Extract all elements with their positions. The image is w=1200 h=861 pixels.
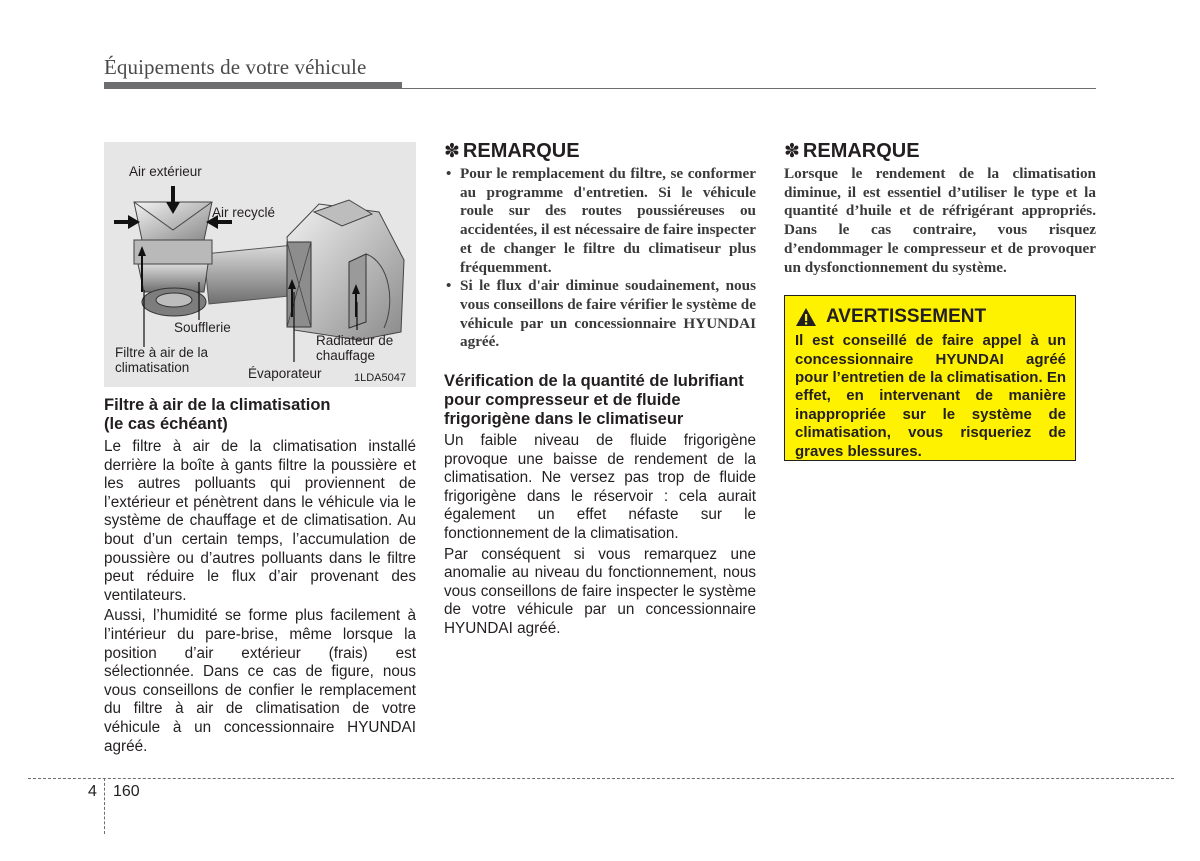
warning-box [784,295,1076,461]
list-item: • Si le flux d'air diminue soudainement, nous vous conseillons de faire vérifier le système de véhicule par un concessionnaire HYUNDAI agréé. [444,277,756,352]
label-radiateur-line1: Radiateur de [316,333,394,348]
header-rule [402,88,1096,89]
remarque-heading [444,140,756,163]
column-right [784,140,1096,461]
label-filtre [115,345,208,375]
label-soufflerie: Soufflerie [174,320,231,335]
paragraph-verification-1: Un faible niveau de fluide frigorigène provoque une baisse de rendement de la climatisation. Ne versez pas trop de fluide frigorigène dans le réservoir : cela aurait également un effet néfaste sur le fonctionnement de la climatisation. [444,432,756,542]
label-filtre-line2: climatisation [115,360,190,375]
column-middle [444,140,756,639]
page-number: 160 [113,783,140,800]
footer-vertical-divider [104,778,105,834]
remarque-title: REMARQUE [462,140,580,162]
section-verification-title: Vérification de la quantité de lubrifiant pour compresseur et de fluide frigorigène dans le climatiseur [444,372,744,429]
section-title-line2: (le cas échéant) [104,415,228,433]
list-item: • Pour le remplacement du filtre, se conformer au programme d'entretien. Si le véhicule roule sur des routes poussiéreuses ou accidentées, il est nécessaire de faire inspecter et de changer le filtre du climatiseur plus fréquemment. [444,165,756,277]
warning-heading [795,306,1066,328]
air-filter-illustration [104,142,416,387]
section-filtre-title [104,396,416,434]
label-radiateur [316,333,393,363]
label-radiateur-line2: chauffage [316,348,376,363]
footer-divider [28,778,1174,779]
warning-text: Il est conseillé de faire appel à un concessionnaire HYUNDAI agréé pour l’entretien de la climatisation. En effet, en intervenant de manière inappropriée sur le système de climatisation, vous risqueriez de graves blessures. [795,332,1066,460]
remarque-text: Lorsque le rendement de la climatisation diminue, il est essentiel d’utiliser le type et la quantité d’huile et de réfrigérant appropriés. Dans le cas contraire, vous risquez d’endommager le compresseur et de provoquer un dysfonctionnement du système. [784,165,1096,276]
page-header-title: Équipements de votre véhicule [104,55,367,79]
warning-triangle-icon [795,307,817,327]
paragraph-filtre-2: Aussi, l’humidité se forme plus facilement à l’intérieur du pare-brise, même lorsque la position d’air extérieur (frais) est sélectionnée. Dans ce cas de figure, nous vous conseillons de confier le remplacement du filtre à air de climatisation de votre véhicule à un concessionnaire HYUNDAI agréé. [104,607,416,755]
warning-title: AVERTISSEMENT [826,306,987,328]
remarque-title-2: REMARQUE [802,140,920,162]
label-air-recycle: Air recyclé [212,205,276,220]
remarque-star-icon: ✽ [784,141,800,162]
header-bar [104,82,402,89]
label-evaporateur: Évaporateur [248,366,322,381]
chapter-number: 4 [88,783,97,800]
remarque-heading-2 [784,140,1096,163]
remarque-bullet-list [444,165,756,352]
column-left [104,142,416,756]
label-air-exterieur: Air extérieur [129,164,202,179]
section-title-line1: Filtre à air de la climatisation [104,396,331,414]
remarque-star-icon: ✽ [444,141,460,162]
paragraph-filtre-1: Le filtre à air de la climatisation installé derrière la boîte à gants filtre la poussière et les autres polluants qui proviennent de l’extérieur et pénètrent dans le véhicule via le système de chauffage et de climatisation. Au bout d’un certain temps, l’accumulation de poussière ou d’autres polluants dans le filtre peut réduire le flux d’air provenant des ventilateurs. [104,438,416,604]
paragraph-verification-2: Par conséquent si vous remarquez une anomalie au niveau du fonctionnement, nous vous conseillons de faire inspecter le système de votre véhicule par un concessionnaire HYUNDAI agréé. [444,545,756,637]
figure-code: 1LDA5047 [354,372,406,384]
label-filtre-line1: Filtre à air de la [115,345,209,360]
